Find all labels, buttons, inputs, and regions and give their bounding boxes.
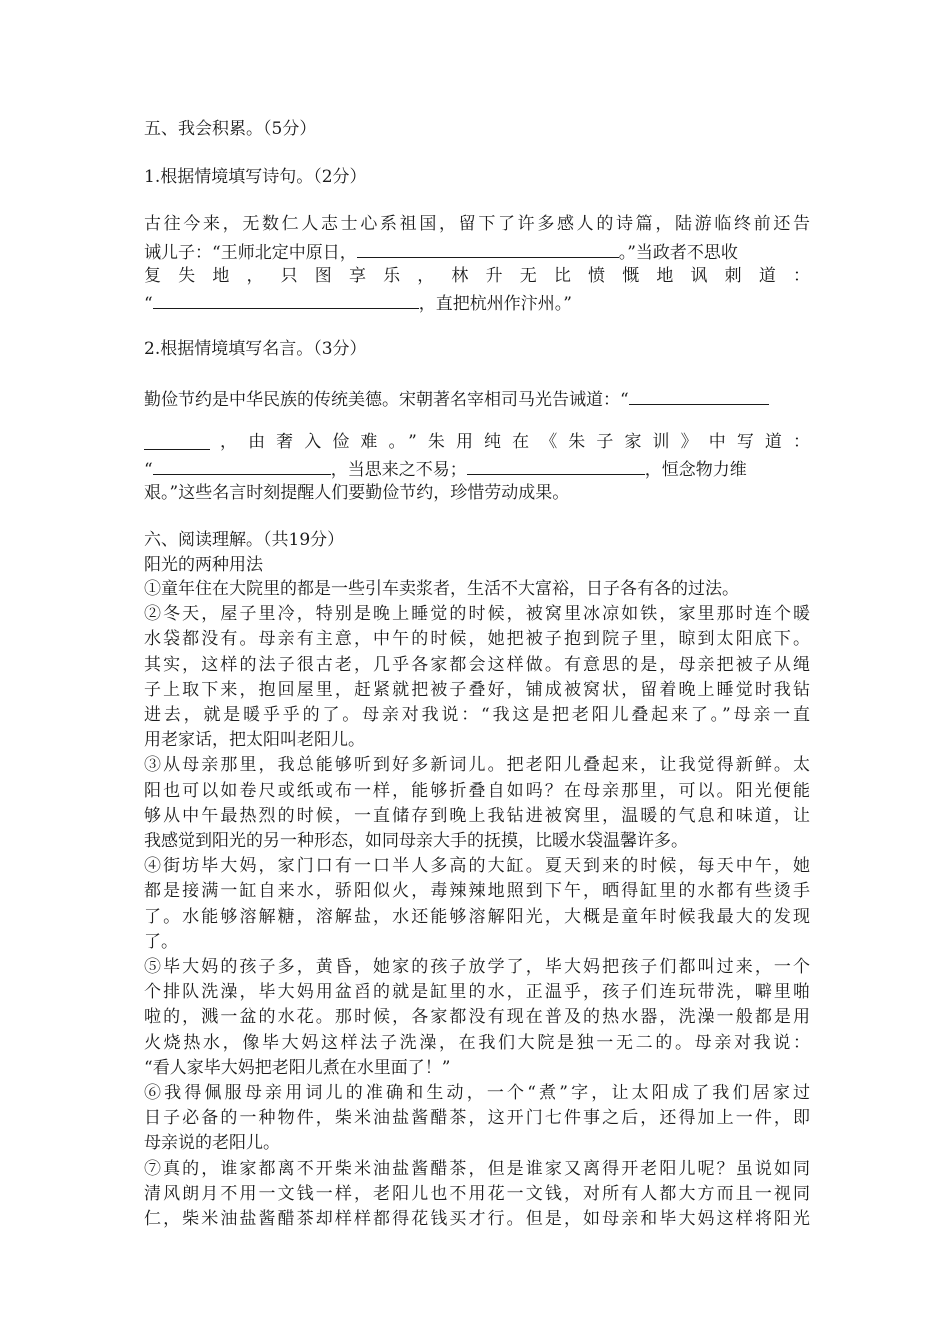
article-line: “看人家毕大妈把老阳儿煮在水里面了！” xyxy=(144,1057,451,1078)
answer-blank-3a[interactable] xyxy=(629,386,769,405)
article-line: 母亲说的老阳儿。 xyxy=(144,1133,280,1154)
article-line: 了。 xyxy=(144,931,178,952)
question-1-line-4-text-a: “ xyxy=(144,294,153,314)
answer-blank-3b[interactable] xyxy=(144,431,210,450)
question-1-line-3: 复失地，只图享乐，林升无比愤慨地讽刺道： xyxy=(144,266,810,286)
article-line: 水袋都没有。母亲有主意，中午的时候，她把被子抱到院子里，晾到太阳底下。 xyxy=(144,629,810,650)
article-line: ①童年住在大院里的都是一些引车卖浆者，生活不大富裕，日子各有各的过法。 xyxy=(144,579,739,599)
answer-blank-2[interactable] xyxy=(153,290,419,309)
article-line: ③从母亲那里，我总能够听到好多新词儿。把老阳儿叠起来，让我觉得新鲜。太 xyxy=(144,755,810,776)
question-2-line-3 xyxy=(144,456,747,481)
article-title: 阳光的两种用法 xyxy=(144,555,263,575)
article-line: 用老家话，把太阳叫老阳儿。 xyxy=(144,730,365,751)
question-1-line-4-text-b: ，直把杭州作汴州。” xyxy=(418,294,572,314)
article-line: 日子必备的一种物件，柴米油盐酱醋茶，这开门七件事之后，还得加上一件，即 xyxy=(144,1108,810,1129)
question-1-line-2 xyxy=(144,239,738,264)
article-line: 啦的，溅一盆的水花。那时候，各家都没有现在普及的热水器，洗澡一般都是用 xyxy=(144,1007,810,1028)
question-2-line-2 xyxy=(144,431,810,456)
article-line: 够从中午最热烈的时候，一直储存到晚上我钻进被窝里，温暖的气息和味道，让 xyxy=(144,805,810,826)
question-2-line-3-text-a: “ xyxy=(144,460,153,480)
question-2-line-3-text-c: ，恒念物力维 xyxy=(644,460,747,480)
question-2-line-1 xyxy=(144,386,769,411)
article-line: ④街坊毕大妈，家门口有一口半人多高的大缸。夏天到来的时候，每天中午，她 xyxy=(144,856,810,877)
article-line: 阳也可以如卷尺或纸或布一样，能够折叠自如吗？在母亲那里，可以。阳光便能 xyxy=(144,780,810,801)
article-line: ⑥我得佩服母亲用词儿的准确和生动，一个“煮”字，让太阳成了我们居家过 xyxy=(144,1083,810,1103)
question-1-title: 1.根据情境填写诗句。（2分） xyxy=(144,167,367,187)
article-line: 我感觉到阳光的另一种形态，如同母亲大手的抚摸，比暖水袋温馨许多。 xyxy=(144,831,688,851)
article-line: ⑤毕大妈的孩子多，黄昏，她家的孩子放学了，毕大妈把孩子们都叫过来，一个 xyxy=(144,957,810,977)
article-line: ⑦真的，谁家都离不开柴米油盐酱醋茶，但是谁家又离得开老阳儿呢？虽说如同 xyxy=(144,1158,810,1179)
answer-blank-4[interactable] xyxy=(153,456,331,475)
article-line: 清风朗月不用一文钱一样，老阳儿也不用花一文钱，对所有人都大方而且一视同 xyxy=(144,1183,810,1204)
article-line: 了。水能够溶解糖，溶解盐，水还能够溶解阳光，大概是童年时候我最大的发现 xyxy=(144,906,810,927)
article-line: 个排队洗澡，毕大妈用盆舀的就是缸里的水，正温乎，孩子们连玩带洗，噼里啪 xyxy=(144,982,810,1003)
question-2-line-2-text: ，由奢入俭难。”朱用纯在《朱子家训》中写道： xyxy=(220,432,810,452)
article-line: 火烧热水，像毕大妈这样法子洗澡，在我们大院是独一无二的。母亲对我说： xyxy=(144,1032,810,1053)
question-1-line-2-text-b: 。”当政者不思收 xyxy=(618,243,738,263)
question-1-line-1: 古往今来，无数仁人志士心系祖国，留下了许多感人的诗篇，陆游临终前还告 xyxy=(144,214,810,234)
article-line: 子上取下来，抱回屋里，赶紧就把被子叠好，铺成被窝状，留着晚上睡觉时我钻 xyxy=(144,679,810,700)
question-2-title: 2.根据情境填写名言。（3分） xyxy=(144,339,367,359)
article-line: 都是接满一缸自来水，骄阳似火，毒辣辣地照到下午，晒得缸里的水都有些烫手 xyxy=(144,881,810,902)
article-line: 仁，柴米油盐酱醋茶却样样都得花钱买才行。但是，如母亲和毕大妈这样将阳光 xyxy=(144,1209,810,1229)
answer-blank-1[interactable] xyxy=(357,239,619,258)
answer-blank-5[interactable] xyxy=(467,456,645,475)
question-2-line-4: 艰。”这些名言时刻提醒人们要勤俭节约，珍惜劳动成果。 xyxy=(144,483,570,503)
question-2-line-1-text: 勤俭节约是中华民族的传统美德。宋朝著名宰相司马光告诫道：“ xyxy=(144,390,629,410)
question-1-line-2-text-a: 诫儿子：“王师北定中原日， xyxy=(144,243,357,263)
question-1-line-4 xyxy=(144,290,572,315)
section-5-title: 五、我会积累。（5分） xyxy=(144,119,317,139)
question-2-line-3-text-b: ，当思来之不易； xyxy=(330,460,467,480)
article-line: 其实，这样的法子很古老，几乎各家都会这样做。有意思的是，母亲把被子从绳 xyxy=(144,654,810,675)
section-6-title: 六、阅读理解。（共19分） xyxy=(144,530,345,550)
article-line: 进去，就是暖乎乎的了。母亲对我说：“我这是把老阳儿叠起来了。”母亲一直 xyxy=(144,705,810,725)
article-line: ②冬天，屋子里冷，特别是晚上睡觉的时候，被窝里冰凉如铁，家里那时连个暖 xyxy=(144,604,810,625)
